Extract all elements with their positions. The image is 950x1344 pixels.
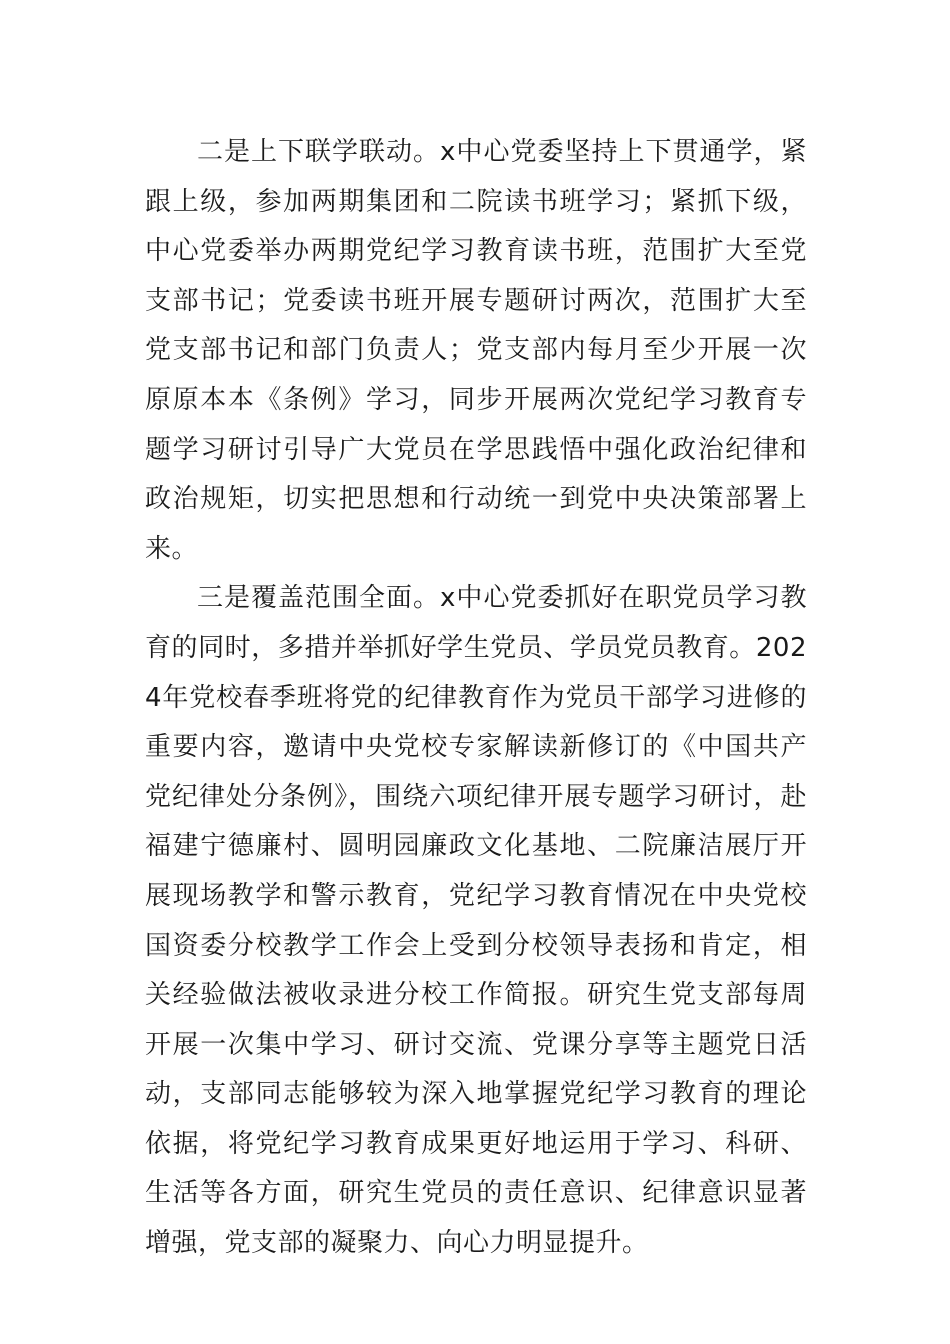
document-body <box>145 128 807 1269</box>
paragraph-upper-lower-learning: 二是上下联学联动。x中心党委坚持上下贯通学，紧跟上级，参加两期集团和二院读书班学习；紧抓下级，中心党委举办两期党纪学习教育读书班，范围扩大至党支部书记；党委读书班开展专题研讨两次，范围扩大至党支部书记和部门负责人；党支部内每月至少开展一次原原本本《条例》学习，同步开展两次党纪学习教育专题学习研讨引导广大党员在学思践悟中强化政治纪律和政治规矩，切实把思想和行动统一到党中央决策部署上来。 <box>145 137 807 564</box>
paragraph-full-coverage: 三是覆盖范围全面。x中心党委抓好在职党员学习教育的同时，多措并举抓好学生党员、学员党员教育。2024年党校春季班将党的纪律教育作为党员干部学习进修的重要内容，邀请中央党校专家解读新修订的《中国共产党纪律处分条例》，围绕六项纪律开展专题学习研讨，赴福建宁德廉村、圆明园廉政文化基地、二院廉洁展厅开展现场教学和警示教育，党纪学习教育情况在中央党校国资委分校教学工作会上受到分校领导表扬和肯定，相关经验做法被收录进分校工作简报。研究生党支部每周开展一次集中学习、研讨交流、党课分享等主题党日活动，支部同志能够较为深入地掌握党纪学习教育的理论依据，将党纪学习教育成果更好地运用于学习、科研、生活等各方面，研究生党员的责任意识、纪律意识显著增强，党支部的凝聚力、向心力明显提升。 <box>145 583 807 1259</box>
